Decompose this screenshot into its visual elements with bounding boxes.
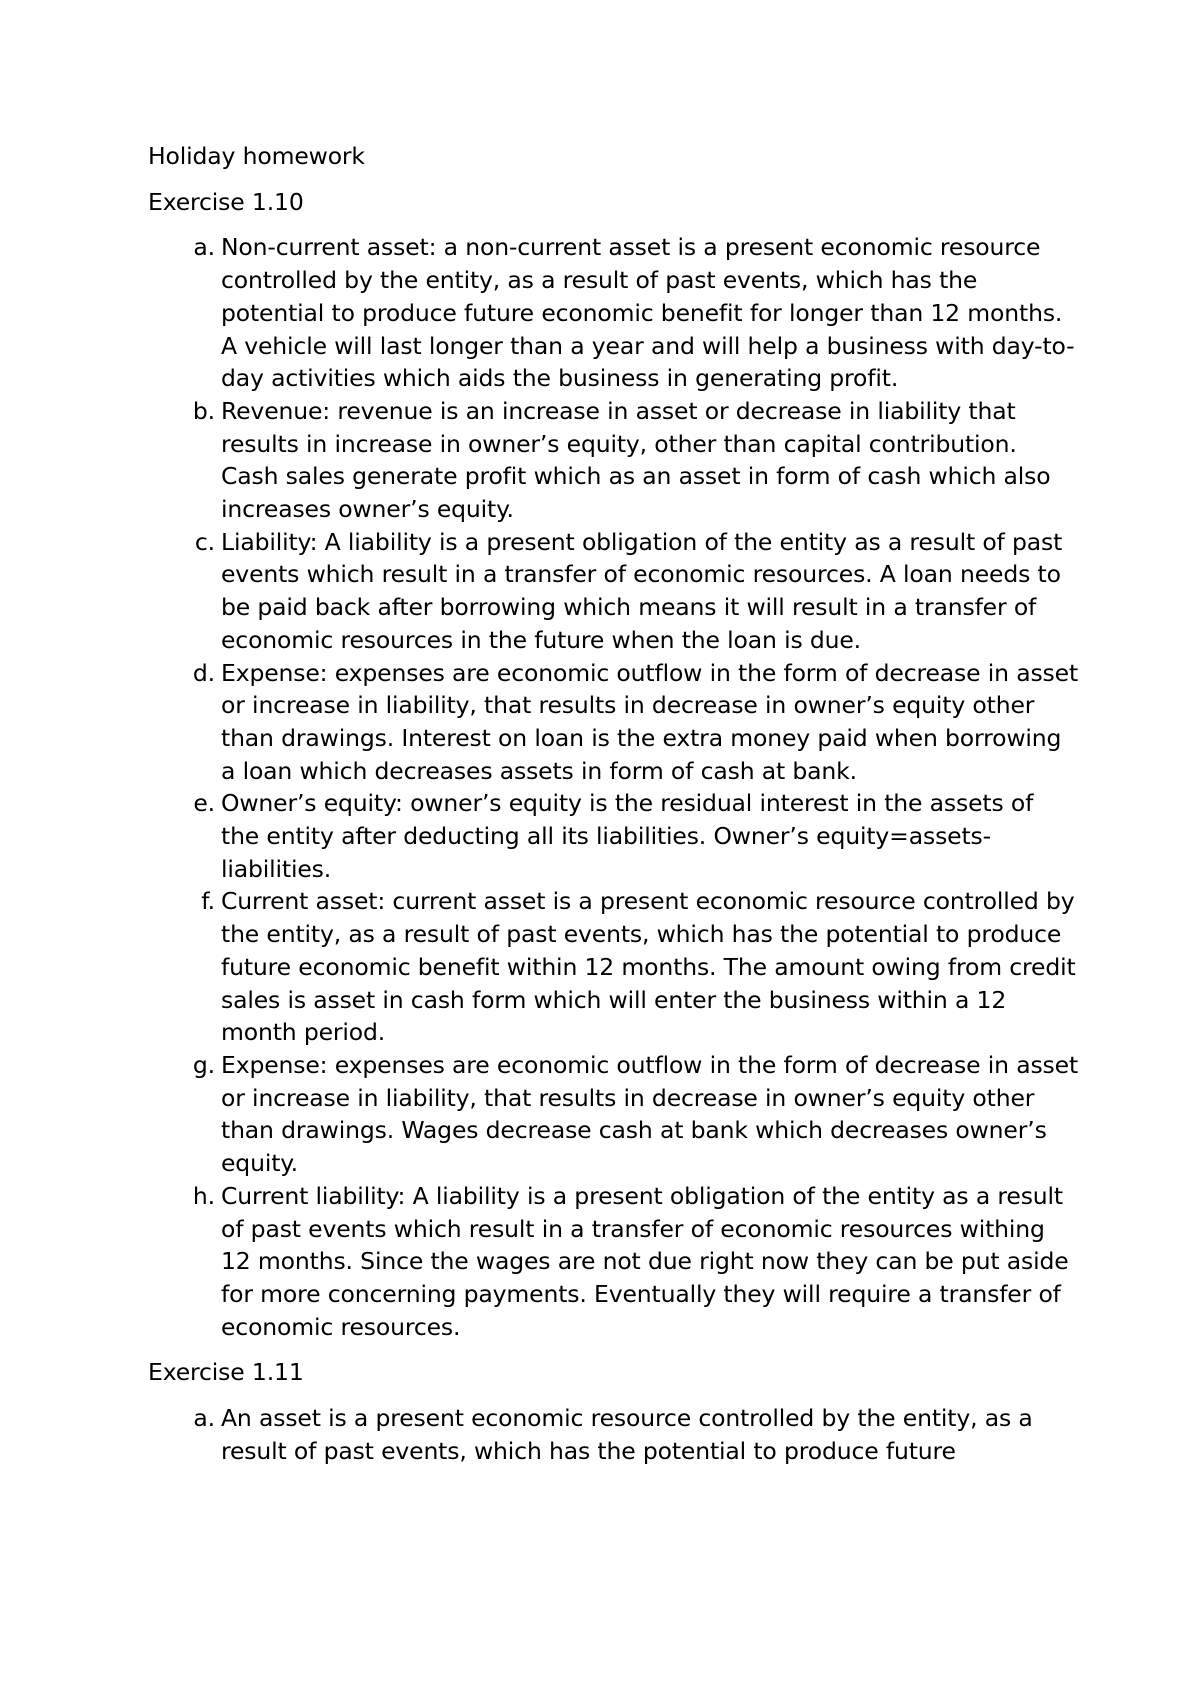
list-item — [148, 526, 1078, 657]
exercise-1-11-list — [148, 1402, 1078, 1467]
list-item-text: An asset is a present economic resource controlled by the entity, as a result of past events, which has the potential to produce future — [221, 1404, 1033, 1465]
list-item — [148, 885, 1078, 1049]
list-item — [148, 1402, 1078, 1467]
list-item-marker: c. — [194, 527, 215, 556]
list-item-text: Expense: expenses are economic outflow in the form of decrease in asset or increase in liability, that results in decrease in owner’s equity other than drawings. Interest on loan is the extra money paid when borrowing a loan which decreases assets in form of cash at bank. — [221, 658, 1079, 785]
list-item-text: Current liability: A liability is a present obligation of the entity as a result of past events which result in a transfer of economic resources withing 12 months. Since the wages are not due right now they can be put aside for more concerning payments. Eventually they will require a transfer of economic resources. — [221, 1181, 1069, 1341]
list-item-marker: e. — [193, 789, 215, 818]
document-title: Holiday homework — [148, 142, 365, 170]
document-page — [148, 140, 1078, 1480]
list-item — [148, 231, 1078, 395]
list-item-text: Revenue: revenue is an increase in asset or decrease in liability that results in increase in owner’s equity, other than capital contribution. Cash sales generate profit which as an asset in form of cash which also increases owner’s equity. — [221, 396, 1051, 524]
list-item — [148, 1180, 1078, 1344]
exercise-heading-1-10: Exercise 1.10 — [148, 187, 304, 216]
exercise-1-10-list — [148, 231, 1078, 1343]
list-item-text: Owner’s equity: owner’s equity is the residual interest in the assets of the entity after deducting all its liabilities. Owner’s equity=assets-liabilities. — [221, 789, 1034, 883]
list-item-text: Liability: A liability is a present obligation of the entity as a result of past events which result in a transfer of economic resources. A loan needs to be paid back after borrowing which means it will result in a transfer of economic resources in the future when the loan is due. — [221, 527, 1063, 654]
list-item-text: Expense: expenses are economic outflow in the form of decrease in asset or increase in liability, that results in decrease in owner’s equity other than drawings. Wages decrease cash at bank which decreases owner’s equity. — [221, 1050, 1079, 1178]
list-item-marker: h. — [192, 1181, 215, 1210]
exercise-heading-1-11: Exercise 1.11 — [148, 1358, 304, 1387]
list-item — [148, 787, 1078, 885]
list-item — [148, 657, 1078, 788]
list-item-text: Non-current asset: a non-current asset is a present economic resource controlled by the entity, as a result of past events, which has the potential to produce future economic benefit for longer than 12 months. A vehicle will last longer than a year and will help a business with day-to-day activities which aids the business in generating profit. — [221, 233, 1075, 393]
list-item-marker: b. — [192, 396, 215, 425]
list-item-marker: a. — [193, 1404, 215, 1433]
list-item — [148, 1049, 1078, 1180]
list-item-marker: a. — [193, 233, 215, 262]
list-item-text: Current asset: current asset is a present economic resource controlled by the entity, as a result of past events, which has the potential to produce future economic benefit within 12 months. The amount owing from credit sales is asset in cash form which will enter the business within a 12 month period. — [221, 887, 1076, 1047]
list-item-marker: f. — [201, 887, 215, 916]
list-item-marker: g. — [192, 1050, 215, 1079]
list-item-marker: d. — [192, 658, 215, 687]
list-item — [148, 395, 1078, 526]
